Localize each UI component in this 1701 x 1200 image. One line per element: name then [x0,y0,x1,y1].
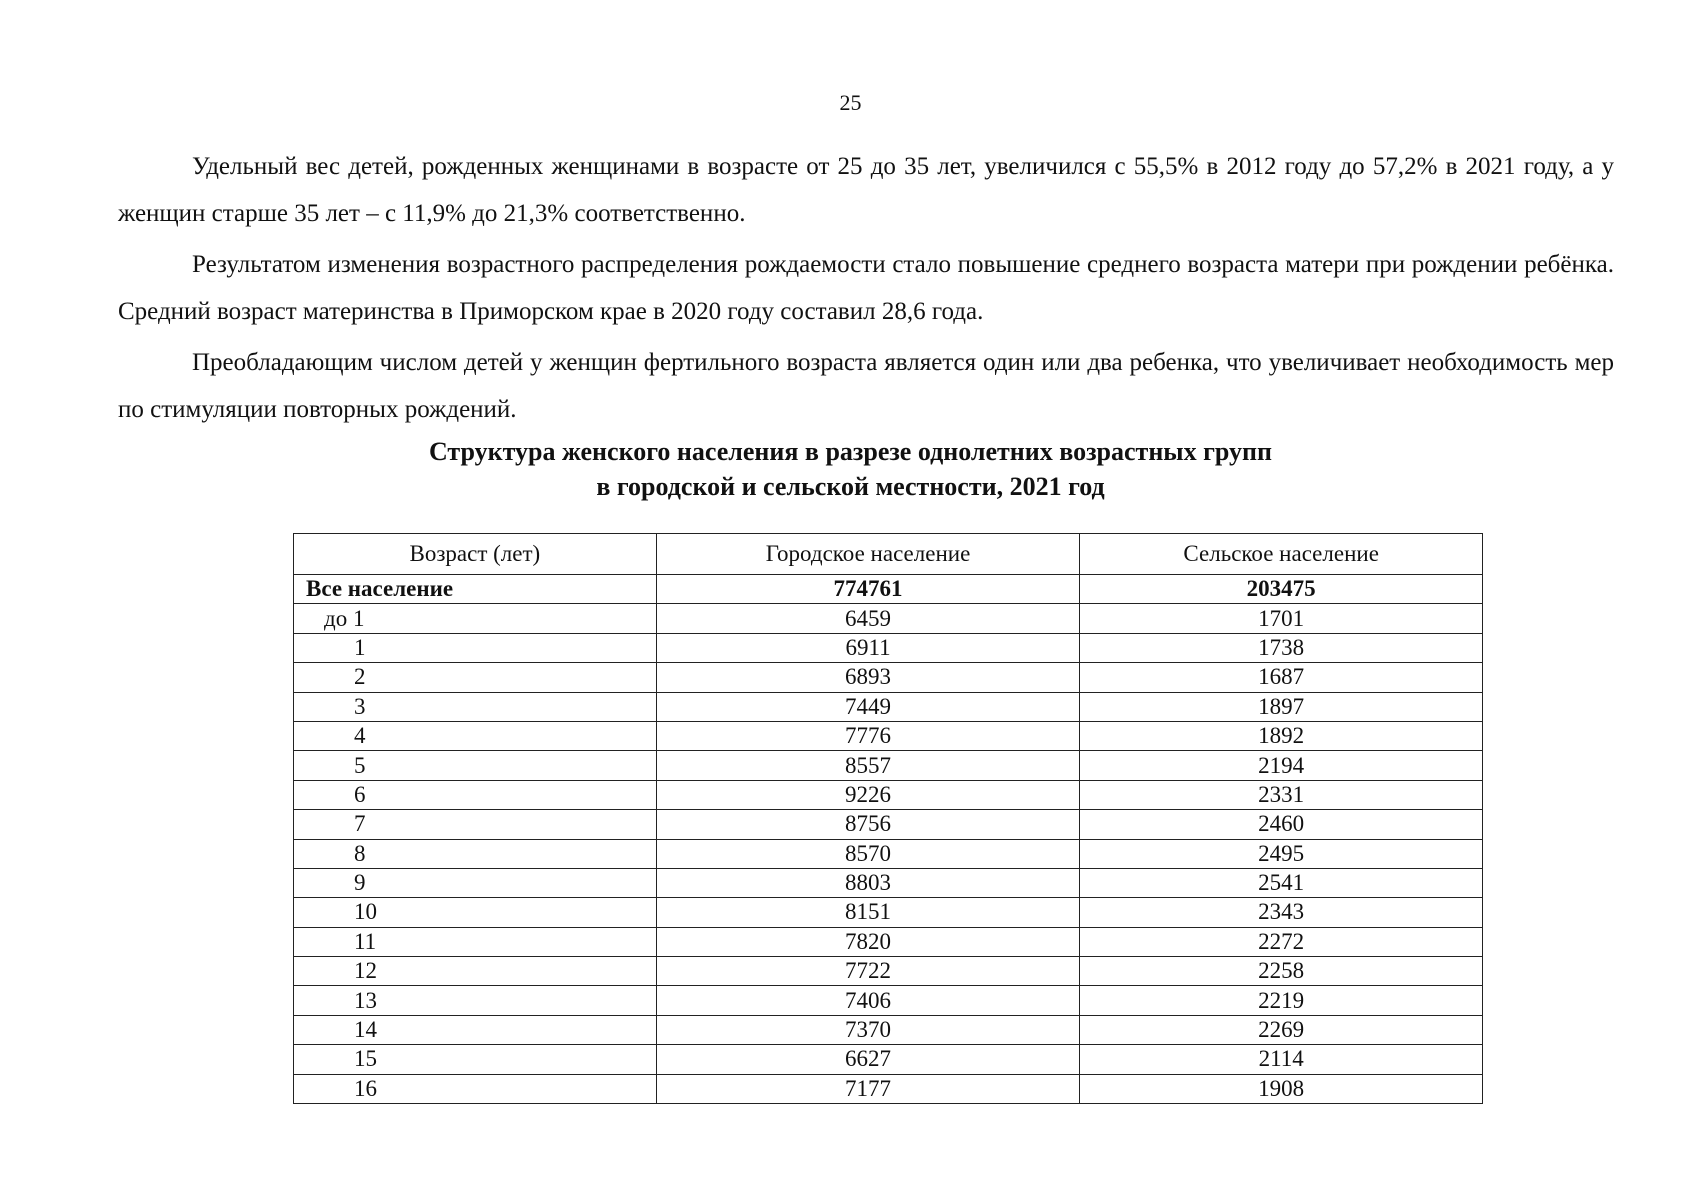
table-row [294,633,1483,662]
age-cell: 5 [294,751,657,780]
population-table [293,533,1483,1104]
urban-cell: 6627 [656,1045,1080,1074]
rural-cell: 2541 [1080,868,1483,897]
paragraph-mother-age: Результатом изменения возрастного распределения рождаемости стало повышение среднего возраста матери при рождении ребёнка. Средний возраст материнства в Приморском крае в 2020 году составил 28,6 года. [118,251,1614,325]
age-cell: 2 [294,663,657,692]
table-row [294,927,1483,956]
rural-cell: 2495 [1080,839,1483,868]
table-row [294,751,1483,780]
urban-cell: 7722 [656,957,1080,986]
urban-cell: 8803 [656,868,1080,897]
page-number: 25 [839,90,862,115]
table-row [294,957,1483,986]
total-label: Все население [294,575,657,604]
rural-cell: 2114 [1080,1045,1483,1074]
table-row [294,810,1483,839]
table-row [294,663,1483,692]
urban-cell: 7406 [656,986,1080,1015]
rural-cell: 1908 [1080,1074,1483,1103]
paragraph-children-count: Преобладающим числом детей у женщин фертильного возраста является один или два ребенка, что увеличивает необходимость мер по стимуляции повторных рождений. [118,349,1614,423]
rural-cell: 2258 [1080,957,1483,986]
table-caption [0,434,1701,504]
table-caption-line-2: в городской и сельской местности, 2021 год [596,472,1105,501]
urban-cell: 6893 [656,663,1080,692]
header-age: Возраст (лет) [294,534,657,575]
table-header-row [294,534,1483,575]
rural-cell: 2269 [1080,1015,1483,1044]
urban-cell: 8756 [656,810,1080,839]
table-row [294,721,1483,750]
age-cell: 16 [294,1074,657,1103]
rural-cell: 2460 [1080,810,1483,839]
table-caption-line-1: Структура женского населения в разрезе однолетних возрастных групп [429,437,1272,466]
urban-cell: 6459 [656,604,1080,633]
table-row [294,1015,1483,1044]
age-cell: 13 [294,986,657,1015]
rural-cell: 1738 [1080,633,1483,662]
urban-cell: 9226 [656,780,1080,809]
rural-cell: 1687 [1080,663,1483,692]
table-row [294,839,1483,868]
age-cell: 14 [294,1015,657,1044]
urban-cell: 6911 [656,633,1080,662]
total-urban: 774761 [656,575,1080,604]
header-urban: Городское население [656,534,1080,575]
table-row [294,868,1483,897]
rural-cell: 2219 [1080,986,1483,1015]
urban-cell: 7370 [656,1015,1080,1044]
table-row [294,692,1483,721]
urban-cell: 8151 [656,898,1080,927]
age-cell: 9 [294,868,657,897]
age-cell: до 1 [294,604,657,633]
urban-cell: 8570 [656,839,1080,868]
rural-cell: 2194 [1080,751,1483,780]
rural-cell: 2272 [1080,927,1483,956]
age-cell: 6 [294,780,657,809]
age-cell: 11 [294,927,657,956]
body-text [118,143,1614,437]
urban-cell: 7776 [656,721,1080,750]
age-cell: 8 [294,839,657,868]
table-row [294,780,1483,809]
table-row [294,898,1483,927]
table-row [294,1074,1483,1103]
table-row [294,604,1483,633]
header-rural: Сельское население [1080,534,1483,575]
rural-cell: 2343 [1080,898,1483,927]
age-cell: 4 [294,721,657,750]
rural-cell: 2331 [1080,780,1483,809]
paragraph-birth-share: Удельный вес детей, рожденных женщинами в возрасте от 25 до 35 лет, увеличился с 55,5% в 2012 году до 57,2% в 2021 году, а у женщин старше 35 лет – с 11,9% до 21,3% соответственно. [118,153,1614,227]
total-rural: 203475 [1080,575,1483,604]
age-cell: 7 [294,810,657,839]
table-row-total [294,575,1483,604]
rural-cell: 1897 [1080,692,1483,721]
age-cell: 10 [294,898,657,927]
age-cell: 3 [294,692,657,721]
urban-cell: 7449 [656,692,1080,721]
urban-cell: 8557 [656,751,1080,780]
table-row [294,1045,1483,1074]
age-cell: 1 [294,633,657,662]
urban-cell: 7177 [656,1074,1080,1103]
table-row [294,986,1483,1015]
rural-cell: 1892 [1080,721,1483,750]
urban-cell: 7820 [656,927,1080,956]
rural-cell: 1701 [1080,604,1483,633]
age-cell: 15 [294,1045,657,1074]
age-cell: 12 [294,957,657,986]
